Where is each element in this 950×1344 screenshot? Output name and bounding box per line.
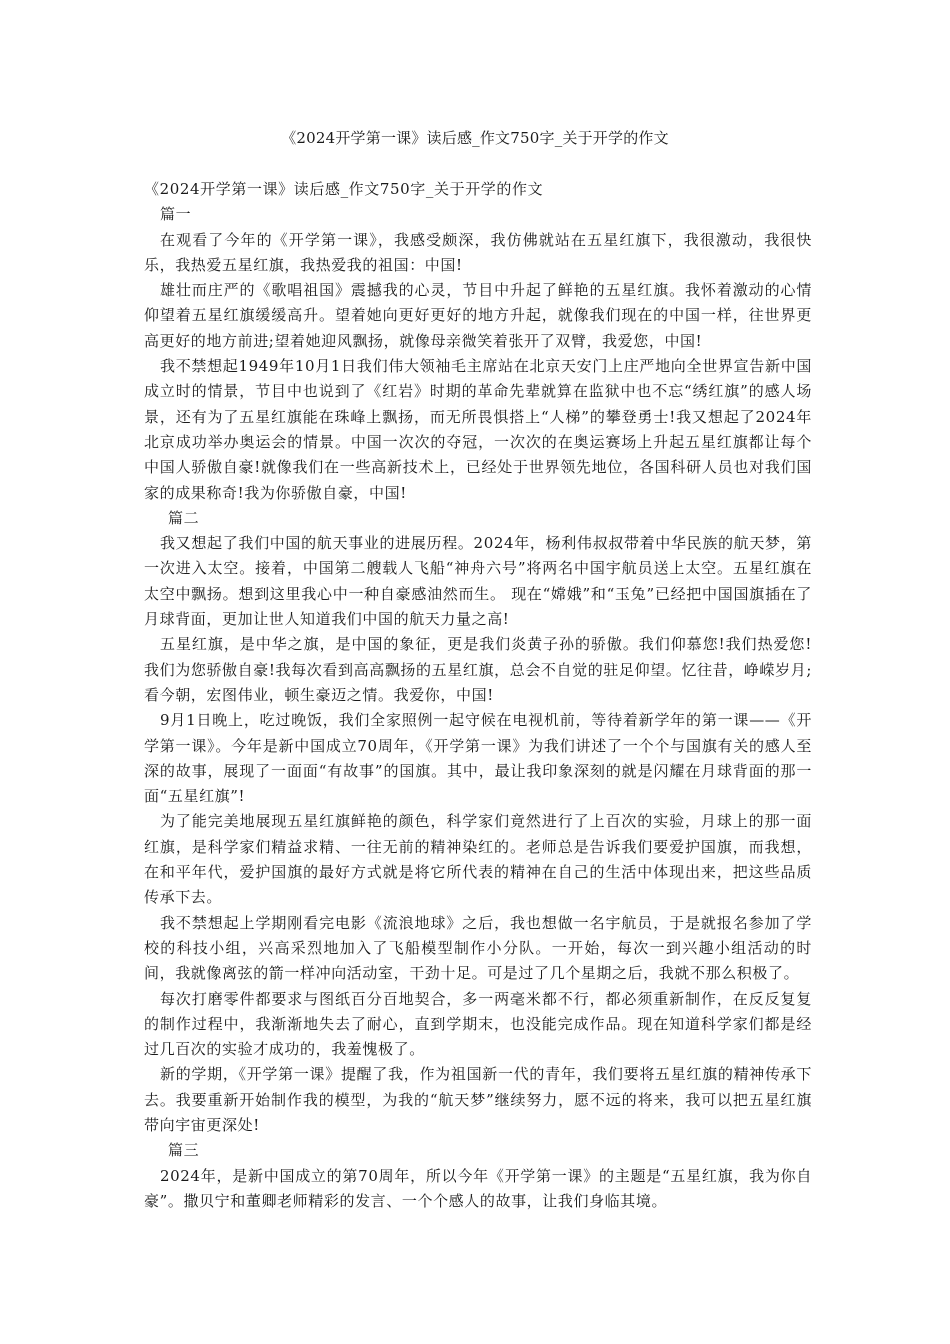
paragraph: 每次打磨零件都要求与图纸百分百地契合，多一两毫米都不行，都必须重新制作，在反反复复的制作过程中，我渐渐地失去了耐心，直到学期末，也没能完成作品。现在知道科学家们都是经过几百次的实验才成功的，我羞愧极了。 [144,989,812,1059]
paragraph: 为了能完美地展现五星红旗鲜艳的颜色，科学家们竟然进行了上百次的实验，月球上的那一面红旗，是科学家们精益求精、一往无前的精神染红的。老师总是告诉我们要爱护国旗，而我想，在和平年代，爱护国旗的最好方式就是将它所代表的精神在自己的生活中体现出来，把这些品质传承下去。 [144,812,812,907]
paragraph: 在观看了今年的《开学第一课》，我感受颇深，我仿佛就站在五星红旗下，我很激动，我很快乐，我热爱五星红旗，我热爱我的祖国：中国! [144,230,812,274]
paragraph: 新的学期，《开学第一课》提醒了我，作为祖国新一代的青年，我们要将五星红旗的精神传承下去。我要重新开始制作我的模型，为我的“航天梦”继续努力，愿不远的将来，我可以把五星红旗带向宇宙更深处! [144,1065,812,1134]
paragraph: 我不禁想起1949年10月1日我们伟大领袖毛主席站在北京天安门上庄严地向全世界宣告新中国成立时的情景，节目中也说到了《红岩》时期的革命先辈就算在监狱中也不忘“绣红旗”的感人场景，还有为了五星红旗能在珠峰上飘扬，而无所畏惧搭上“人梯”的攀登勇士!我又想起了2024年北京成功举办奥运会的情景。中国一次次的夺冠，一次次的在奥运赛场上升起五星红旗都让每个中国人骄傲自豪!就像我们在一些高新技术上，已经处于世界领先地位，各国科研人员也对我们国家的成果称奇!我为你骄傲自豪，中国! [144,357,812,502]
document-title: 《2024开学第一课》读后感_作文750字_关于开学的作文 [281,129,669,147]
paragraph: 9月1日晚上，吃过晚饭，我们全家照例一起守候在电视机前，等待着新学年的第一课——《开学第一课》。今年是新中国成立70周年，《开学第一课》为我们讲述了一个个与国旗有关的感人至深的故事，展现了一面面“有故事”的国旗。其中，最让我印象深刻的就是闪耀在月球背面的那一面“五星红旗”! [144,711,812,806]
paragraph: 我不禁想起上学期刚看完电影《流浪地球》之后，我也想做一名宇航员，于是就报名参加了学校的科技小组，兴高采烈地加入了飞船模型制作小分队。一开始，每次一到兴趣小组活动的时间，我就像离弦的箭一样冲向活动室，干劲十足。可是过了几个星期之后，我就不那么积极了。 [144,913,812,983]
paragraph: 我又想起了我们中国的航天事业的进展历程。2024年，杨利伟叔叔带着中华民族的航天梦，第一次进入太空。接着，中国第二艘载人飞船“神舟六号”将两名中国宇航员送上太空。五星红旗在太空中飘扬。想到这里我心中一种自豪感油然而生。 现在“嫦娥”和“玉兔”已经把中国国旗插在了月球背面，更加让世人知道我们中国的航天力量之高! [144,534,812,629]
document-body [144,177,812,1214]
paragraph: 五星红旗，是中华之旗，是中国的象征，更是我们炎黄子孙的骄傲。我们仰慕您!我们热爱您!我们为您骄傲自豪!我每次看到高高飘扬的五星红旗，总会不自觉的驻足仰望。忆往昔，峥嵘岁月;看今朝，宏图伟业，顿生豪迈之情。我爱你，中国! [144,635,812,704]
paragraph: 雄壮而庄严的《歌唱祖国》震撼我的心灵，节目中升起了鲜艳的五星红旗。我怀着激动的心情仰望着五星红旗缓缓高升。望着她向更好更好的地方升起，就像我们现在的中国一样，往世界更高更好的地方前进;望着她迎风飘扬，就像母亲微笑着张开了双臂，我爱您，中国! [144,281,812,350]
section-heading: 篇一 [160,205,192,224]
section-heading: 篇二 [168,508,200,527]
section-heading: 篇三 [168,1141,200,1160]
document-subtitle: 《2024开学第一课》读后感_作文750字_关于开学的作文 [144,180,544,198]
paragraph: 2024年，是新中国成立的第70周年，所以今年《开学第一课》的主题是“五星红旗，我为你自豪”。撒贝宁和董卿老师精彩的发言、一个个感人的故事，让我们身临其境。 [144,1166,812,1210]
